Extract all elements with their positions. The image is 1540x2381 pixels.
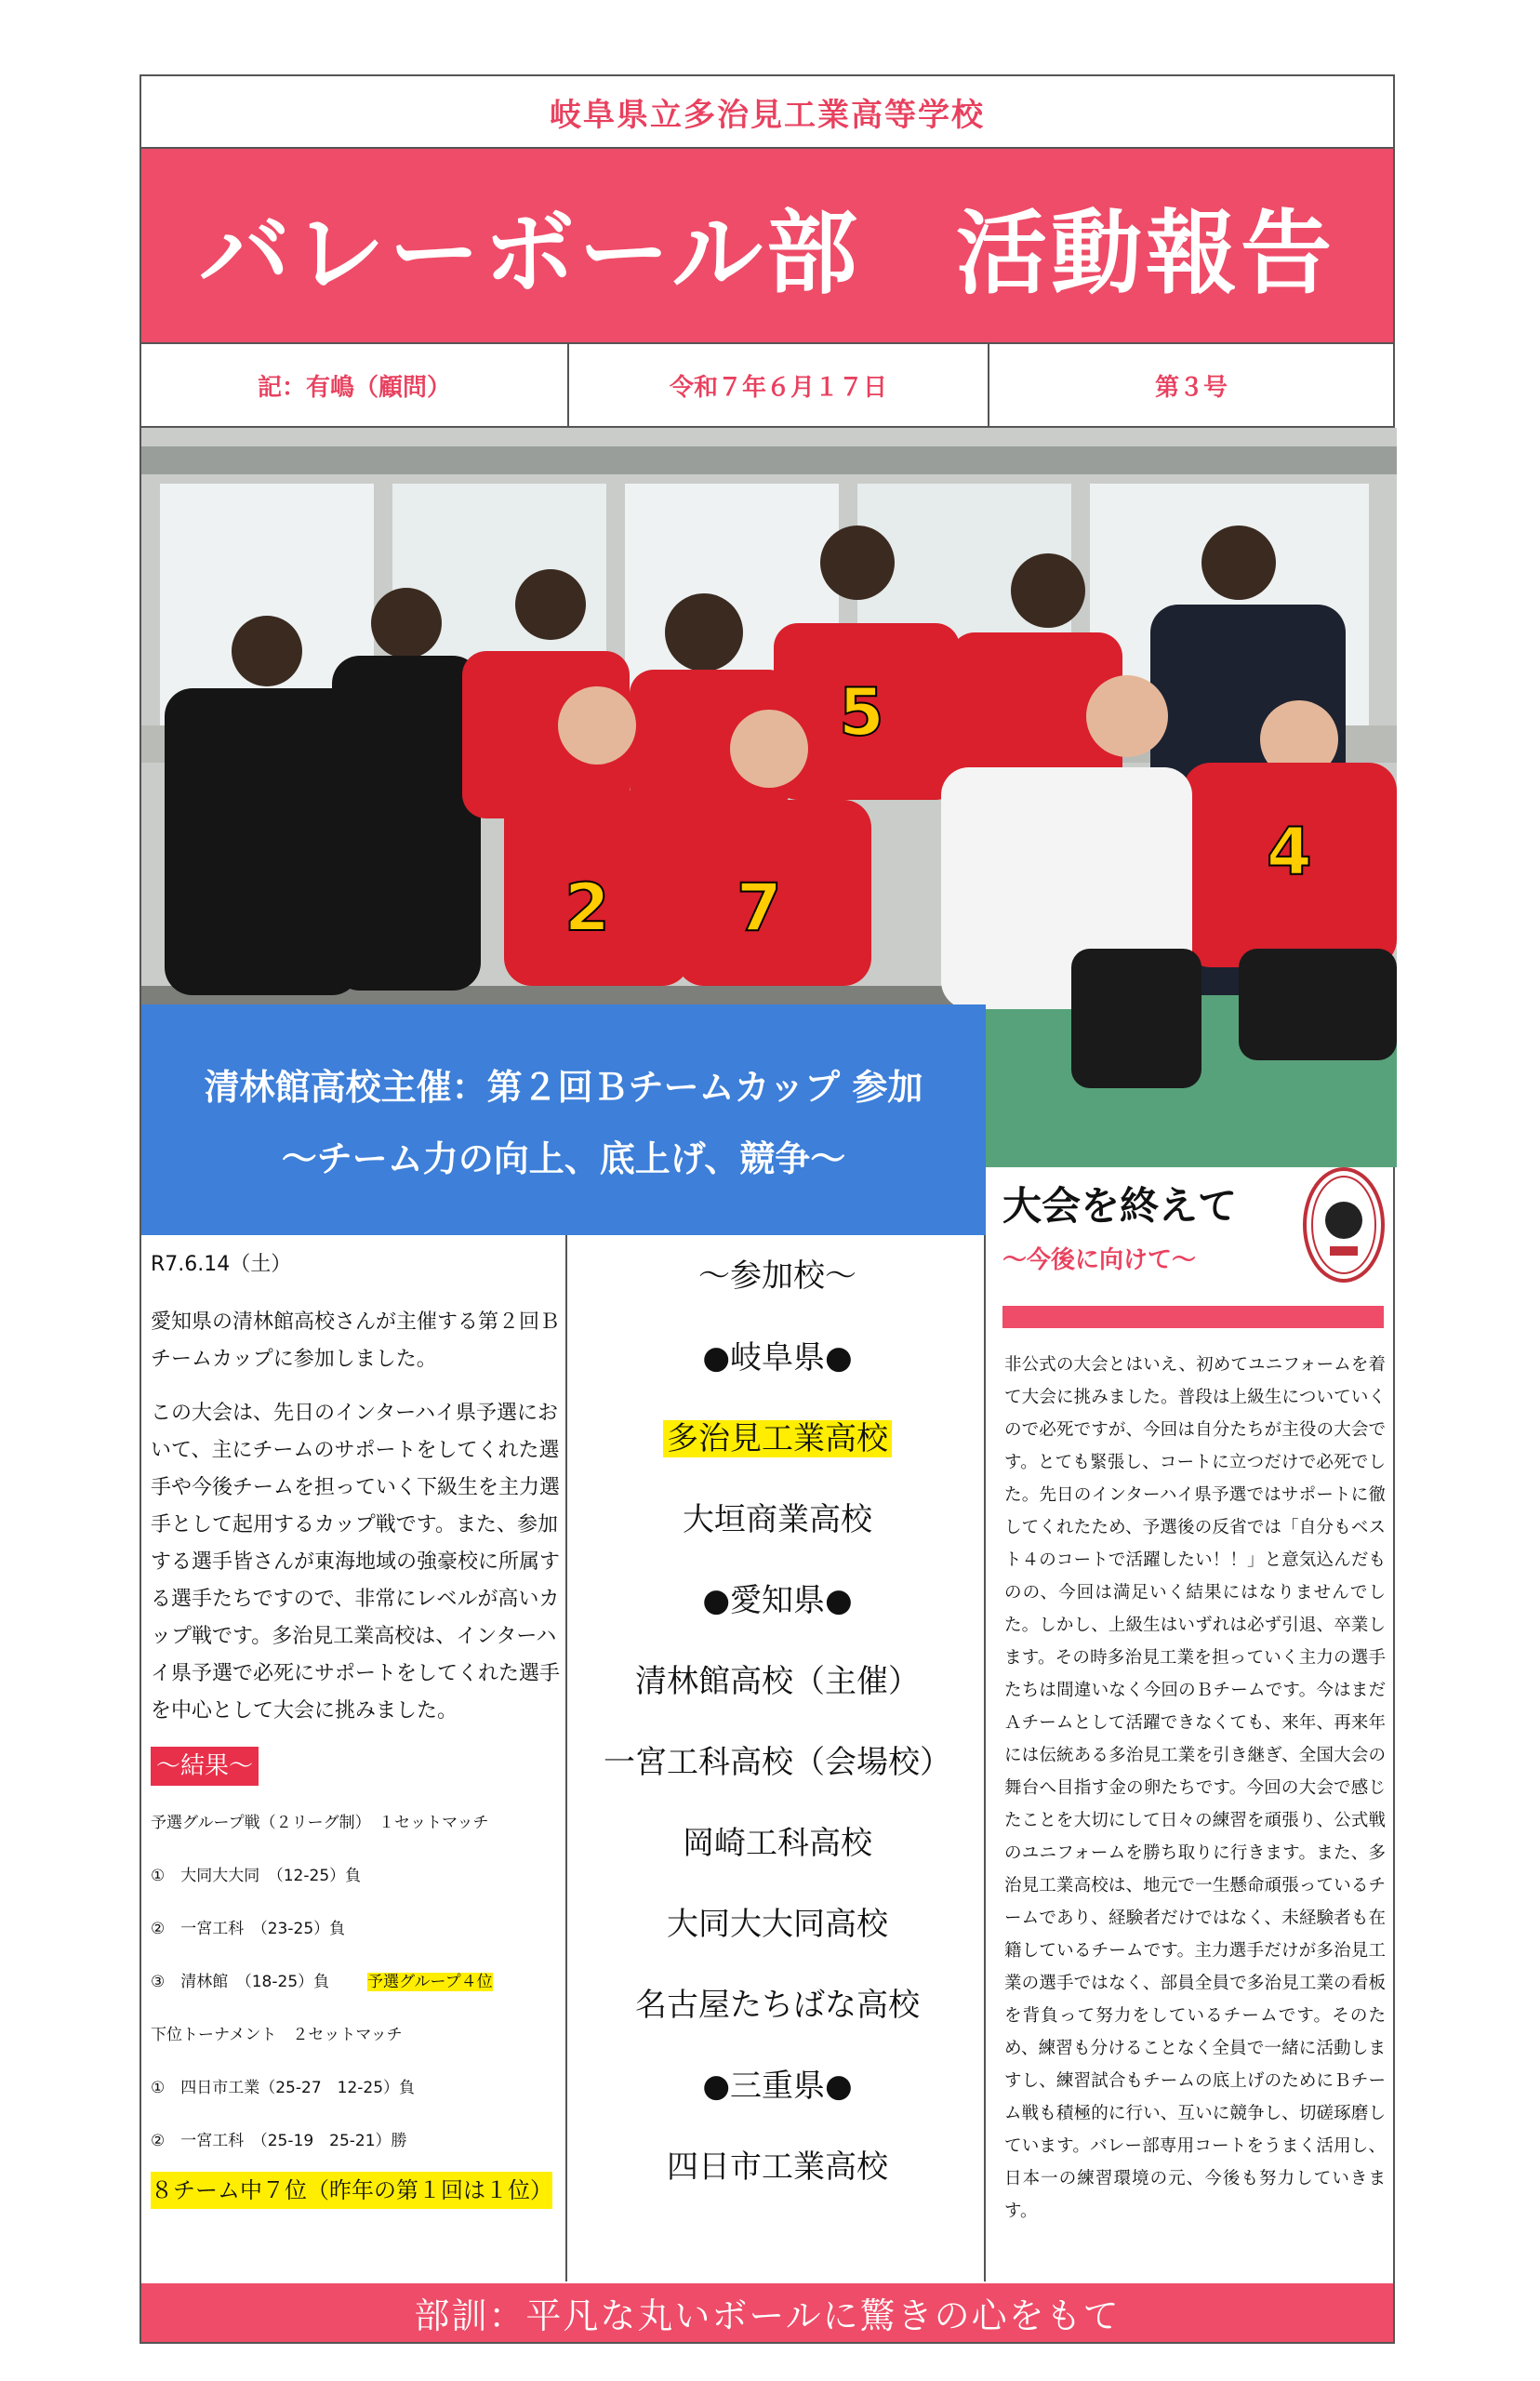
schools-heading: ～参加校～ <box>698 1257 856 1295</box>
report-column <box>151 1246 560 2211</box>
event-title: 清林館高校主催：第２回Ｂチームカップ 参加 <box>204 1067 923 1108</box>
school-item: 大垣商業高校 <box>683 1501 872 1538</box>
after-title: 大会を終えて <box>1002 1183 1238 1229</box>
final-rank: ８チーム中７位（昨年の第１回は１位） <box>151 2172 552 2209</box>
issue-number: 第３号 <box>1154 373 1228 402</box>
school-item <box>569 1409 986 1490</box>
group-rank: 予選グループ４位 <box>366 1973 493 1991</box>
result-row: ② 一宮工科 （23-25）負 <box>151 1920 346 1938</box>
svg-text:7: 7 <box>737 870 782 946</box>
school-seal-icon <box>1302 1164 1386 1285</box>
accent-bar <box>1002 1306 1384 1328</box>
result-text: ③ 清林館 （18-25）負 <box>151 1973 330 1991</box>
result-row: ① 大同大大同 （12-25）負 <box>151 1867 362 1885</box>
schools-column <box>569 1246 986 2218</box>
school-item: 名古屋たちばな高校 <box>635 1987 920 2024</box>
column-divider <box>565 1235 567 2281</box>
result-row <box>151 1956 560 2009</box>
title-banner <box>141 147 1393 344</box>
report-paragraph: 愛知県の清林館高校さんが主催する第２回Ｂチームカップに参加しました。 <box>151 1310 561 1371</box>
results-label: ～結果～ <box>151 1747 259 1786</box>
school-name: 岐阜県立多治見工業高等学校 <box>550 96 985 134</box>
school-item: 岡崎工科高校 <box>683 1825 872 1862</box>
page-title: バレーボール部 活動報告 <box>198 200 1336 307</box>
after-subtitle: ～今後に向けて～ <box>1002 1246 1197 1274</box>
school-item: 大同大大同高校 <box>667 1906 888 1943</box>
prefecture-label: ●岐阜県● <box>702 1339 853 1377</box>
lower-header: 下位トーナメント ２セットマッチ <box>151 2026 403 2044</box>
event-banner <box>141 1004 986 1235</box>
prefecture-label: ●愛知県● <box>702 1582 853 1619</box>
result-row: ① 四日市工業（25-27 12-25）負 <box>151 2079 416 2097</box>
result-row: ② 一宮工科 （25-19 25-21）勝 <box>151 2132 407 2150</box>
event-subtitle: ～チーム力の向上、底上げ、競争～ <box>281 1138 846 1179</box>
group-header: 予選グループ戦（２リーグ制） １セットマッチ <box>151 1814 489 1832</box>
info-row <box>141 344 1393 428</box>
highlighted-school: 多治見工業高校 <box>663 1420 892 1457</box>
prefecture-label: ●三重県● <box>702 2068 853 2105</box>
report-paragraph: この大会は、先日のインターハイ県予選において、主にチームのサポートをしてくれた選手や今後チームを担っていく下級生を主力選手として起用するカップ戦です。また、参加する選手皆さんが東海地域の強豪校に所属する選手たちですので、非常にレベルが高いカップ戦です。多治見工業高校は、インターハイ県予選で必死にサポートをしてくれた選手を中心として大会に挑みました。 <box>151 1402 561 1723</box>
motto-banner: 部訓：平凡な丸いボールに驚きの心をもて <box>141 2283 1393 2342</box>
school-item: 四日市工業高校 <box>667 2148 888 2186</box>
school-item: 一宮工科高校（会場校） <box>604 1744 951 1781</box>
svg-text:5: 5 <box>839 674 884 751</box>
author: 記：有嶋（顧問） <box>141 344 569 426</box>
issue-date: 令和７年６月１７日 <box>569 344 989 426</box>
svg-text:2: 2 <box>564 870 610 946</box>
after-body: 非公式の大会とはいえ、初めてユニフォームを着て大会に挑みました。普段は上級生についていくので必死ですが、今回は自分たちが主役の大会です。とても緊張し、コートに立つだけで必死でした。先日のインターハイ県予選ではサポートに徹してくれたため、予選後の反省では「自分もベスト４のコートで活躍したい！！」と意気込んだものの、今回は満足いく結果にはなりませんでした。しかし、上級生はいずれは必ず引退、卒業します。その時多治見工業を担っていく主力の選手たちは間違いなく今回のＢチームです。今はまだＡチームとして活躍できなくても、来年、再来年には伝統ある多治見工業を引き継ぎ、全国大会の舞台へ目指す金の卵たちです。今回の大会で感じたことを大切にして日々の練習を頑張り、公式戦のユニフォームを勝ち取りに行きます。また、多治見工業高校は、地元で一生懸命頑張っているチームであり、経験者だけではなく、未経験者も在籍しているチームです。主力選手だけが多治見工業の選手ではなく、部員全員で多治見工業の看板を背負って努力をしているチームです。そのため、練習も分けることなく全員で一緒に活動しますし、練習試合もチームの底上げのためにＢチーム戦も積極的に行い、互いに競争し、切磋琢磨しています。バレー部専用コートをうまく活用し、日本一の練習環境の元、今後も努力していきます。 <box>1004 1355 1386 2221</box>
school-item: 清林館高校（主催） <box>635 1663 920 1700</box>
report-date: R7.6.14（土） <box>151 1253 292 1276</box>
svg-text:4: 4 <box>1267 814 1312 890</box>
